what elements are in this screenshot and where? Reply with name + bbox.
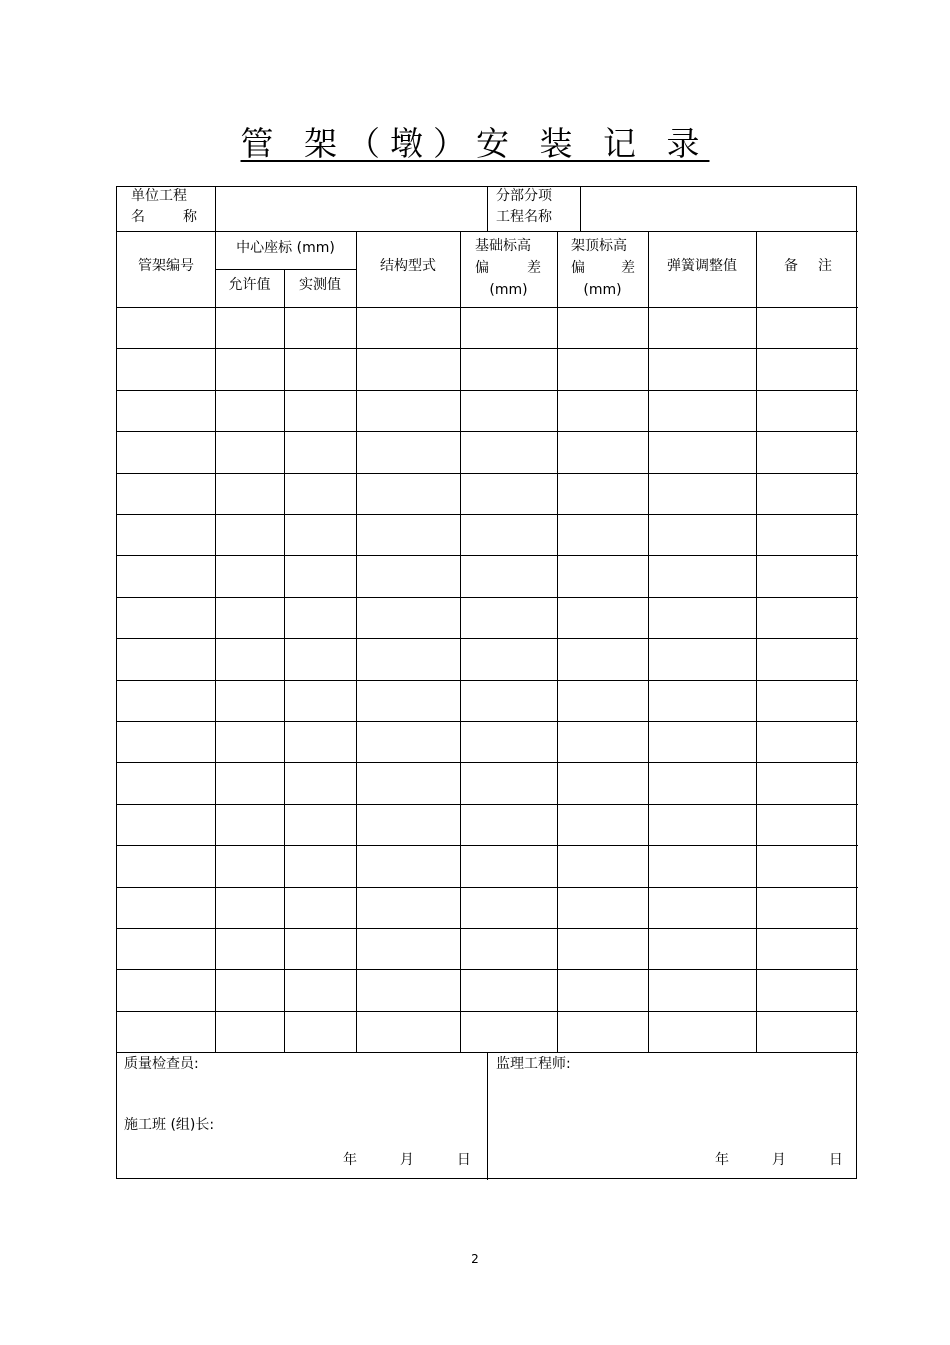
table-cell[interactable] [758, 939, 856, 959]
table-cell[interactable] [119, 815, 213, 835]
table-cell[interactable] [758, 442, 856, 462]
table-cell[interactable] [286, 318, 354, 338]
table-cell[interactable] [119, 401, 213, 421]
table-cell[interactable] [286, 980, 354, 1000]
grid-line [117, 887, 858, 888]
table-cell[interactable] [559, 980, 646, 1000]
table-cell[interactable] [650, 649, 754, 669]
table-cell[interactable] [217, 566, 282, 586]
table-cell[interactable] [559, 484, 646, 504]
table-cell[interactable] [650, 815, 754, 835]
table-cell[interactable] [650, 773, 754, 793]
grid-line [117, 231, 858, 232]
grid-line [117, 1011, 858, 1012]
table-cell[interactable] [559, 939, 646, 959]
table-cell[interactable] [559, 1022, 646, 1042]
table-cell[interactable] [358, 401, 458, 421]
table-cell[interactable] [286, 484, 354, 504]
table-cell[interactable] [462, 525, 555, 545]
table-cell[interactable] [650, 359, 754, 379]
table-cell[interactable] [559, 608, 646, 628]
table-cell[interactable] [119, 442, 213, 462]
grid-line [487, 1052, 488, 1180]
col-header-center-coord: 中心座标 (mm) [236, 240, 335, 256]
table-cell[interactable] [217, 608, 282, 628]
unit-project-label: 单位工程 [131, 188, 187, 204]
grid-line [356, 231, 357, 1052]
table-cell[interactable] [462, 649, 555, 669]
table-cell[interactable] [358, 732, 458, 752]
table-cell[interactable] [758, 484, 856, 504]
table-cell[interactable] [217, 815, 282, 835]
col-header-foundation-dev [475, 259, 541, 278]
grid-line [117, 348, 858, 349]
table-cell[interactable] [559, 732, 646, 752]
table-cell[interactable] [650, 401, 754, 421]
table-cell[interactable] [650, 525, 754, 545]
col-header-top-dev [571, 259, 635, 278]
table-cell[interactable] [462, 442, 555, 462]
table-cell[interactable] [358, 359, 458, 379]
grid-line [284, 269, 285, 1052]
table-cell[interactable] [286, 732, 354, 752]
grid-line [117, 597, 858, 598]
table-cell[interactable] [758, 691, 856, 711]
table-cell[interactable] [119, 1022, 213, 1042]
table-cell[interactable] [758, 649, 856, 669]
table-cell[interactable] [559, 856, 646, 876]
table-cell[interactable] [358, 442, 458, 462]
table-cell[interactable] [358, 773, 458, 793]
table-cell[interactable] [758, 401, 856, 421]
table-cell[interactable] [119, 732, 213, 752]
table-cell[interactable] [217, 732, 282, 752]
sub-project-label: 分部分项 [496, 188, 552, 204]
col-header-foundation-unit: (mm) [489, 282, 528, 298]
table-cell[interactable] [358, 649, 458, 669]
table-cell[interactable] [559, 649, 646, 669]
table-cell[interactable] [217, 1022, 282, 1042]
date-day: 日 [456, 1152, 471, 1168]
table-cell[interactable] [462, 980, 555, 1000]
table-cell[interactable] [217, 856, 282, 876]
table-cell[interactable] [217, 898, 282, 918]
table-cell[interactable] [358, 1022, 458, 1042]
table-cell[interactable] [462, 856, 555, 876]
table-cell[interactable] [462, 815, 555, 835]
grid-line [487, 187, 488, 231]
label-char: 偏 [571, 260, 585, 276]
table-cell[interactable] [217, 691, 282, 711]
grid-line [117, 555, 858, 556]
table-cell[interactable] [758, 359, 856, 379]
table-cell[interactable] [758, 815, 856, 835]
sub-project-label-line2: 工程名称 [496, 209, 552, 225]
table-cell[interactable] [650, 608, 754, 628]
table-cell[interactable] [217, 318, 282, 338]
table-cell[interactable] [650, 318, 754, 338]
col-header-allowed: 允许值 [228, 277, 271, 293]
table-cell[interactable] [462, 566, 555, 586]
grid-line [648, 231, 649, 1052]
label-char: 名 [131, 209, 145, 225]
col-header-remark [784, 257, 832, 276]
sub-project-name-field[interactable] [587, 199, 847, 219]
table-cell[interactable] [358, 980, 458, 1000]
label-char: 偏 [475, 260, 489, 276]
grid-line [117, 928, 858, 929]
table-cell[interactable] [758, 1022, 856, 1042]
table-cell[interactable] [758, 856, 856, 876]
table-cell[interactable] [650, 980, 754, 1000]
table-cell[interactable] [286, 566, 354, 586]
grid-line [117, 680, 858, 681]
table-cell[interactable] [758, 566, 856, 586]
team-leader-label: 施工班 (组)长: [124, 1117, 215, 1133]
table-cell[interactable] [286, 649, 354, 669]
table-cell[interactable] [559, 442, 646, 462]
table-cell[interactable] [119, 359, 213, 379]
table-cell[interactable] [358, 566, 458, 586]
table-cell[interactable] [119, 939, 213, 959]
table-cell[interactable] [119, 980, 213, 1000]
unit-project-name-field[interactable] [221, 199, 481, 219]
date-right [715, 1151, 843, 1170]
grid-line [215, 269, 356, 270]
grid-line [117, 473, 858, 474]
table-cell[interactable] [358, 939, 458, 959]
table-cell[interactable] [462, 691, 555, 711]
table-cell[interactable] [758, 608, 856, 628]
label-char: 称 [183, 209, 197, 225]
table-cell[interactable] [358, 608, 458, 628]
grid-line [117, 390, 858, 391]
table-cell[interactable] [559, 898, 646, 918]
table-cell[interactable] [119, 566, 213, 586]
table-cell[interactable] [286, 691, 354, 711]
table-cell[interactable] [650, 898, 754, 918]
page-title: 管 架（墩）安 装 记 录 [240, 124, 710, 163]
table-cell[interactable] [462, 359, 555, 379]
table-cell[interactable] [217, 980, 282, 1000]
date-day: 日 [828, 1152, 843, 1168]
grid-line [117, 307, 858, 308]
supervisor-label: 监理工程师: [496, 1056, 571, 1072]
grid-line [117, 969, 858, 970]
table-cell[interactable] [758, 525, 856, 545]
table-cell[interactable] [559, 359, 646, 379]
table-cell[interactable] [462, 484, 555, 504]
col-header-spring: 弹簧调整值 [667, 258, 737, 274]
table-cell[interactable] [358, 691, 458, 711]
col-header-top: 架顶标高 [571, 238, 627, 254]
label-char: 差 [527, 260, 541, 276]
table-cell[interactable] [462, 773, 555, 793]
date-month: 月 [771, 1152, 786, 1168]
grid-line [215, 231, 216, 1052]
table-cell[interactable] [119, 484, 213, 504]
table-cell[interactable] [758, 318, 856, 338]
table-cell[interactable] [559, 691, 646, 711]
table-cell[interactable] [286, 856, 354, 876]
table-cell[interactable] [650, 442, 754, 462]
col-header-structure: 结构型式 [380, 258, 436, 274]
date-year: 年 [715, 1152, 729, 1168]
grid-line [756, 231, 757, 1052]
table-cell[interactable] [758, 732, 856, 752]
col-header-measured: 实测值 [299, 277, 341, 293]
col-header-top-unit: (mm) [583, 282, 622, 298]
quality-inspector-label: 质量检查员: [124, 1056, 199, 1072]
table-cell[interactable] [559, 815, 646, 835]
table-cell[interactable] [286, 1022, 354, 1042]
table-cell[interactable] [217, 359, 282, 379]
table-cell[interactable] [462, 1022, 555, 1042]
table-cell[interactable] [217, 939, 282, 959]
grid-line [117, 514, 858, 515]
table-cell[interactable] [650, 691, 754, 711]
table-cell[interactable] [358, 815, 458, 835]
table-cell[interactable] [286, 815, 354, 835]
unit-project-label-line2 [131, 208, 197, 227]
table-cell[interactable] [559, 525, 646, 545]
table-cell[interactable] [119, 318, 213, 338]
grid-line [460, 231, 461, 1052]
table-cell[interactable] [119, 691, 213, 711]
table-cell[interactable] [286, 939, 354, 959]
table-cell[interactable] [358, 856, 458, 876]
table-cell[interactable] [462, 608, 555, 628]
table-cell[interactable] [462, 939, 555, 959]
table-cell[interactable] [462, 732, 555, 752]
label-char: 备 [784, 258, 798, 274]
grid-line [215, 187, 216, 231]
grid-line [117, 431, 858, 432]
table-cell[interactable] [462, 401, 555, 421]
table-cell[interactable] [217, 649, 282, 669]
label-char: 差 [621, 260, 635, 276]
table-cell[interactable] [217, 484, 282, 504]
table-cell[interactable] [758, 773, 856, 793]
table-cell[interactable] [119, 525, 213, 545]
table-cell[interactable] [650, 856, 754, 876]
table-cell[interactable] [217, 442, 282, 462]
grid-line [117, 804, 858, 805]
date-left [343, 1151, 471, 1170]
table-cell[interactable] [650, 484, 754, 504]
table-cell[interactable] [559, 566, 646, 586]
table-cell[interactable] [758, 980, 856, 1000]
page-number: 2 [471, 1252, 479, 1266]
table-cell[interactable] [286, 608, 354, 628]
table-cell[interactable] [286, 525, 354, 545]
table-cell[interactable] [358, 318, 458, 338]
table-cell[interactable] [559, 401, 646, 421]
table-cell[interactable] [119, 649, 213, 669]
table-cell[interactable] [462, 898, 555, 918]
record-table [116, 186, 857, 1179]
table-cell[interactable] [217, 525, 282, 545]
table-cell[interactable] [650, 732, 754, 752]
table-cell[interactable] [286, 773, 354, 793]
table-cell[interactable] [650, 1022, 754, 1042]
grid-line [117, 638, 858, 639]
table-cell[interactable] [358, 484, 458, 504]
table-cell[interactable] [758, 898, 856, 918]
table-cell[interactable] [286, 442, 354, 462]
col-header-frame-no: 管架编号 [138, 258, 194, 274]
table-cell[interactable] [217, 401, 282, 421]
table-cell[interactable] [358, 525, 458, 545]
table-cell[interactable] [119, 608, 213, 628]
grid-line [117, 721, 858, 722]
table-cell[interactable] [462, 318, 555, 338]
table-cell[interactable] [650, 566, 754, 586]
date-year: 年 [343, 1152, 357, 1168]
table-cell[interactable] [559, 318, 646, 338]
table-cell[interactable] [286, 359, 354, 379]
table-cell[interactable] [559, 773, 646, 793]
table-cell[interactable] [286, 898, 354, 918]
grid-line [117, 762, 858, 763]
grid-line [117, 845, 858, 846]
label-char: 注 [818, 258, 832, 274]
date-month: 月 [399, 1152, 414, 1168]
table-cell[interactable] [286, 401, 354, 421]
grid-line [557, 231, 558, 1052]
table-cell[interactable] [650, 939, 754, 959]
table-cell[interactable] [119, 856, 213, 876]
table-cell[interactable] [119, 898, 213, 918]
col-header-foundation: 基础标高 [475, 238, 531, 254]
table-cell[interactable] [119, 773, 213, 793]
table-cell[interactable] [217, 773, 282, 793]
grid-line [580, 187, 581, 231]
table-cell[interactable] [358, 898, 458, 918]
